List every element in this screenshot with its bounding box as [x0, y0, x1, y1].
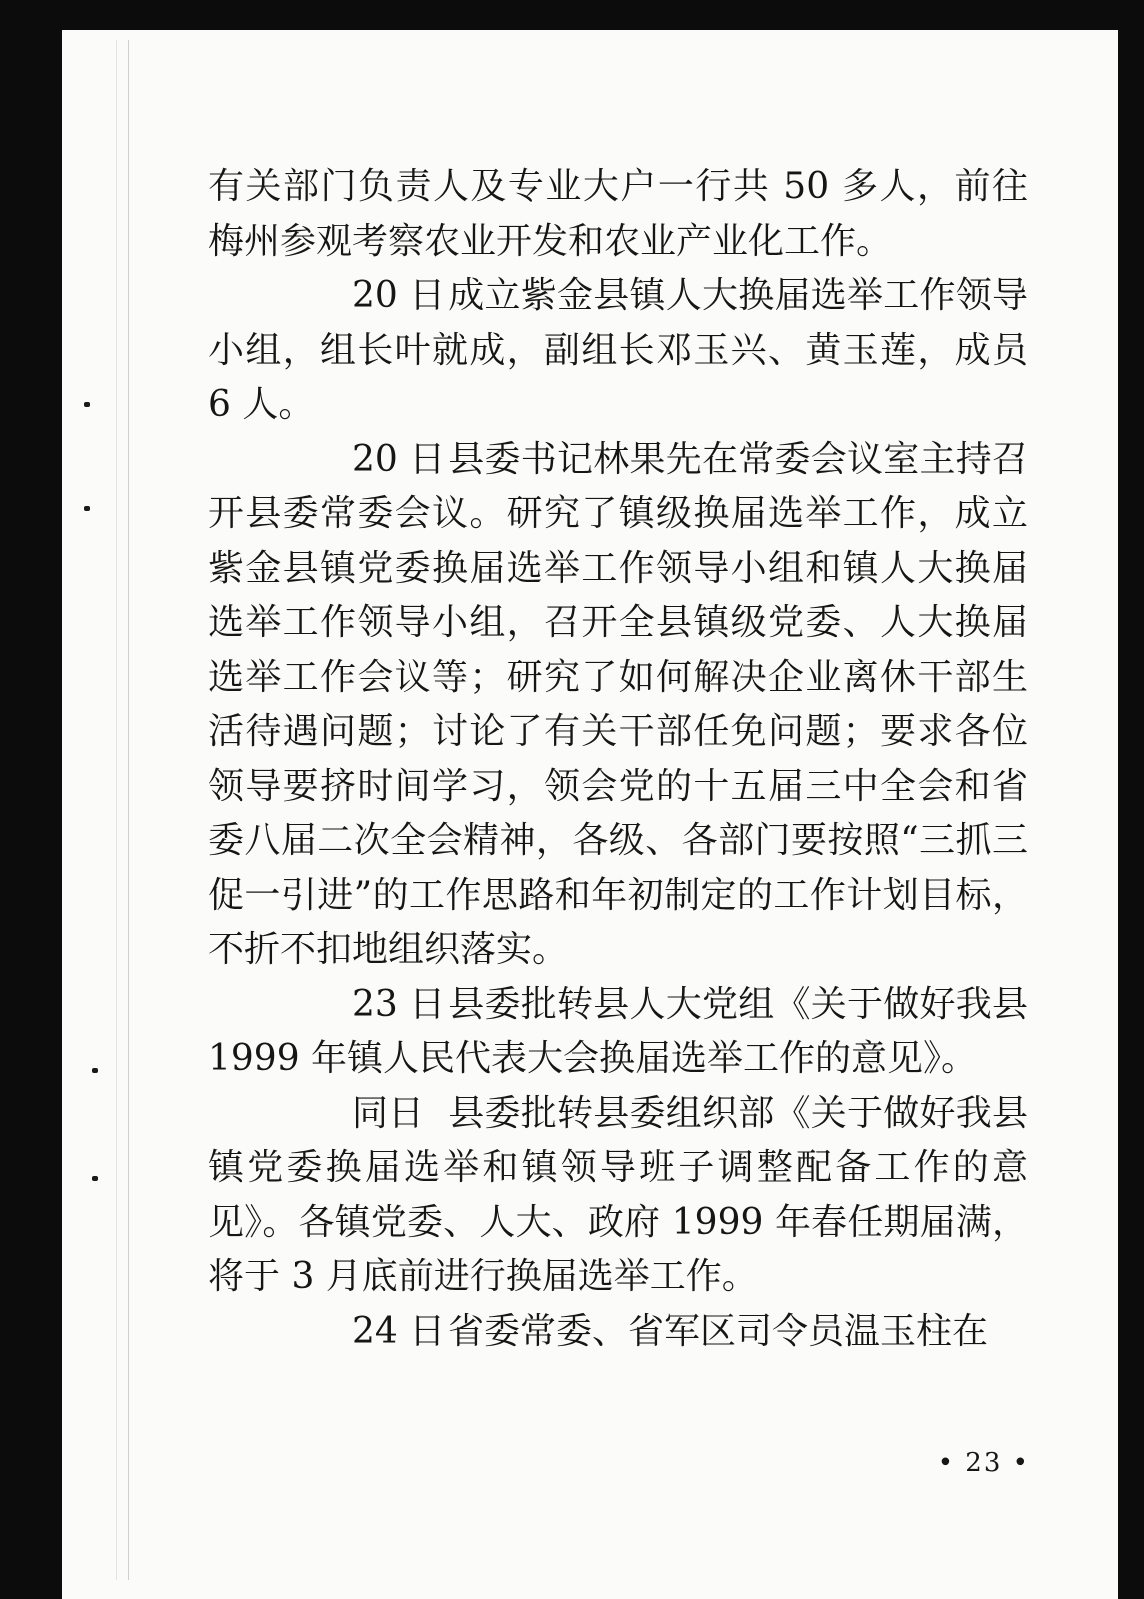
entry-date: 24 日: [352, 1310, 446, 1352]
entry-date: 23 日: [352, 983, 446, 1025]
page-number: • 23 •: [937, 1448, 1030, 1478]
body-text: [208, 160, 1028, 1359]
paragraph: [208, 160, 1028, 269]
scan-border-right: [1118, 0, 1144, 1599]
paragraph: [208, 978, 1028, 1087]
punch-mark: [84, 506, 90, 511]
paragraph: [208, 433, 1028, 978]
binding-rule: [128, 40, 129, 1580]
paragraph-text: 县委批转县委组织部《关于做好我县镇党委换届选举和镇领导班子调整配备工作的意见》。各镇党委、人大、政府 1999 年春任期届满，将于 3 月底前进行换届选举工作。: [208, 1092, 1028, 1297]
scan-border-top: [0, 0, 1144, 30]
paragraph-text: 县委批转县人大党组《关于做好我县 1999 年镇人民代表大会换届选举工作的意见》。: [208, 983, 1028, 1079]
binding-rule-outer: [116, 40, 117, 1580]
punch-mark: [92, 1068, 98, 1073]
entry-date: 20 日: [352, 275, 446, 316]
paragraph-text: 省委常委、省军区司令员温玉柱在: [448, 1310, 989, 1352]
paragraph-text: 县委书记林果先在常委会议室主持召开县委常委会议。研究了镇级换届选举工作，成立紫金县镇党委换届选举工作领导小组和镇人大换届选举工作领导小组，召开全县镇级党委、人大换届选举工作会议等；研究了如何解决企业离休干部生活待遇问题；讨论了有关干部任免问题；要求各位领导要挤时间学习，领会党的十五届三中全会和省委八届二次全会精神，各级、各部门要按照“三抓三促一引进”的工作思路和年初制定的工作计划目标，不折不扣地组织落实。: [208, 438, 1028, 970]
paragraph-text: 成立紫金县镇人大换届选举工作领导小组，组长叶就成，副组长邓玉兴、黄玉莲，成员 6 人。: [208, 275, 1028, 425]
punch-mark: [84, 402, 90, 407]
scan-border-left: [0, 0, 62, 1599]
paragraph: [208, 1305, 1028, 1360]
paragraph: [208, 269, 1028, 433]
entry-date: 20 日: [352, 438, 446, 480]
paragraph-text: 有关部门负责人及专业大户一行共 50 多人，前往梅州参观考察农业开发和农业产业化工作。: [208, 166, 1028, 262]
paragraph: [208, 1087, 1028, 1305]
entry-date: 同日: [352, 1092, 425, 1134]
punch-mark: [92, 1176, 98, 1181]
